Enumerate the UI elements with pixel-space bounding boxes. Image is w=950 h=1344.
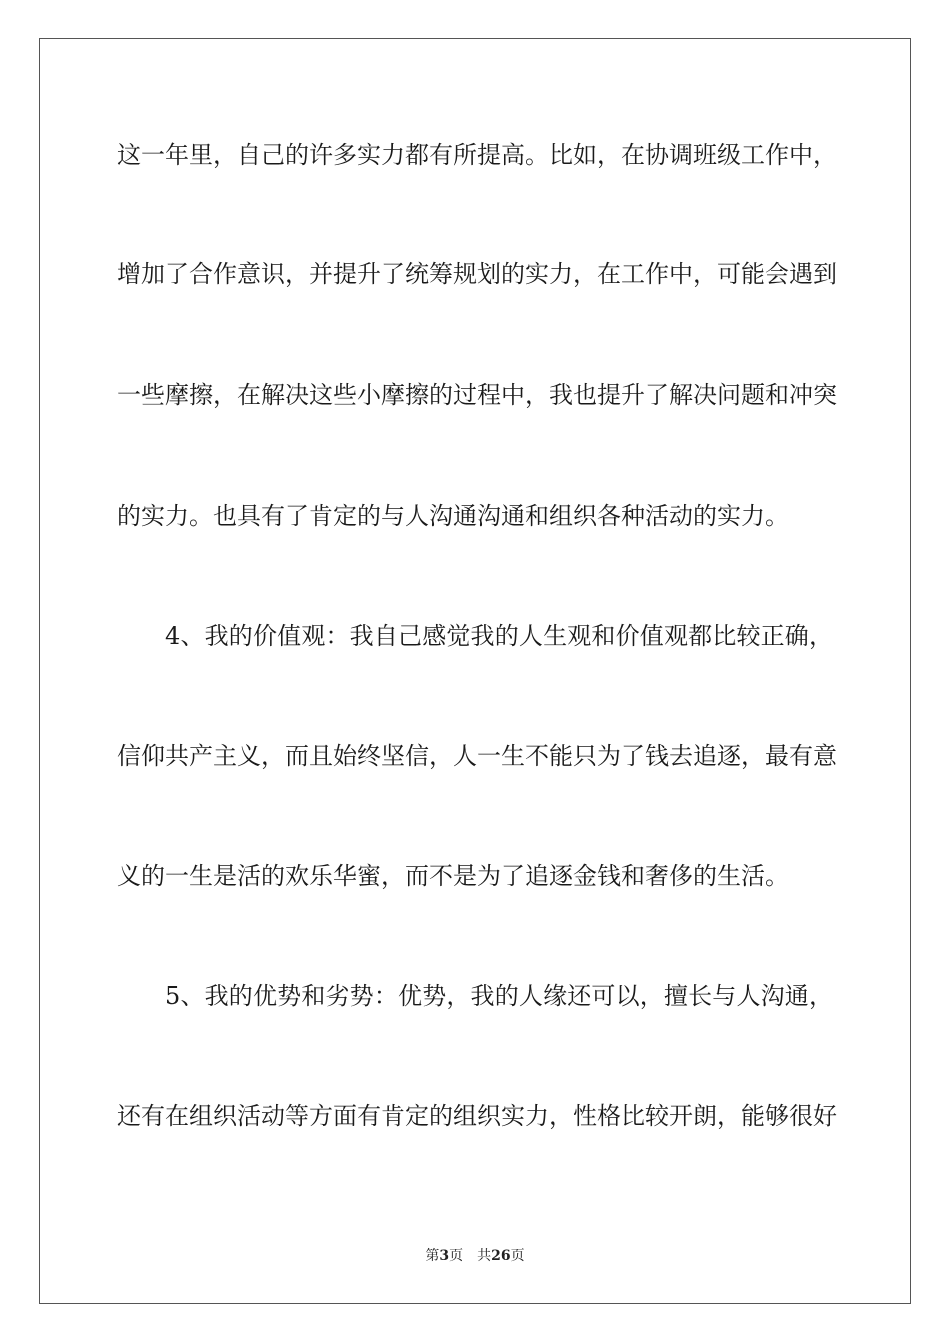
body-line-1: 这一年里，自己的许多实力都有所提高。比如，在协调班级工作中， xyxy=(117,141,837,169)
body-line-4: 的实力。也具有了肯定的与人沟通沟通和组织各种活动的实力。 xyxy=(117,502,789,530)
body-line-5: 4、我的价值观：我自己感觉我的人生观和价值观都比较正确， xyxy=(165,622,833,650)
page-prefix: 第 xyxy=(425,1248,440,1264)
page-suffix: 页 xyxy=(449,1248,464,1264)
total-prefix: 共 xyxy=(477,1248,492,1264)
body-line-8: 5、我的优势和劣势：优势，我的人缘还可以，擅长与人沟通， xyxy=(165,982,833,1010)
page-number: 3 xyxy=(439,1248,450,1264)
total-pages: 26 xyxy=(491,1248,511,1264)
body-line-2: 增加了合作意识，并提升了统筹规划的实力，在工作中，可能会遇到 xyxy=(117,260,837,288)
body-line-9: 还有在组织活动等方面有肯定的组织实力，性格比较开朗，能够很好 xyxy=(117,1102,837,1130)
body-line-3: 一些摩擦，在解决这些小摩擦的过程中，我也提升了解决问题和冲突 xyxy=(117,381,837,409)
page-footer xyxy=(0,1246,950,1266)
body-line-6: 信仰共产主义，而且始终坚信，人一生不能只为了钱去追逐，最有意 xyxy=(117,742,837,770)
total-suffix: 页 xyxy=(510,1248,525,1264)
body-line-7: 义的一生是活的欢乐华蜜，而不是为了追逐金钱和奢侈的生活。 xyxy=(117,862,789,890)
